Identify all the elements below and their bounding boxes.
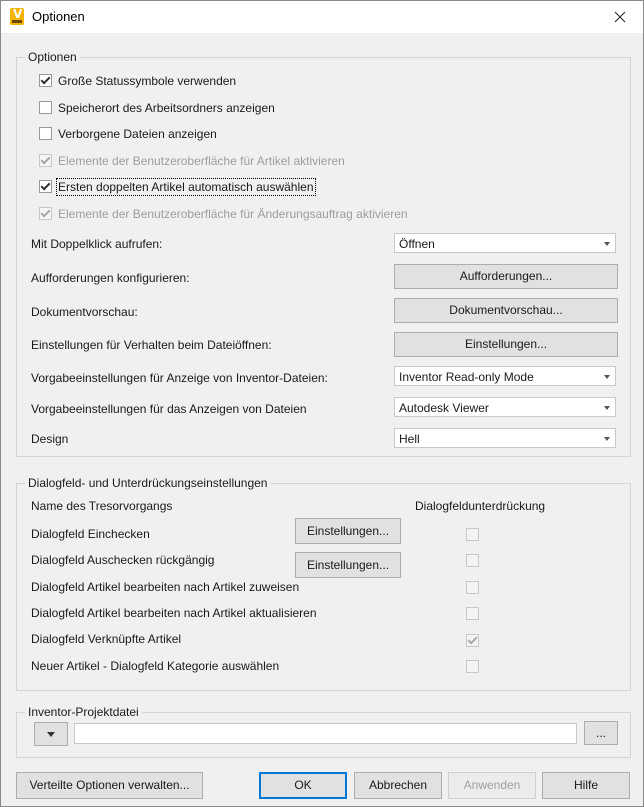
doubleclick-select[interactable] <box>394 233 616 253</box>
checkbox-box[interactable] <box>39 180 52 193</box>
update-item-suppress-checkbox <box>466 607 479 620</box>
window-title: Optionen <box>32 9 85 24</box>
cancel-button[interactable]: Abbrechen <box>354 772 442 799</box>
project-group-legend: Inventor-Projektdatei <box>25 705 142 719</box>
checkbox-label[interactable]: Große Statussymbole verwenden <box>58 74 237 88</box>
file-view-label: Vorgabeeinstellungen für das Anzeigen von Dateien <box>31 402 307 416</box>
column-header-suppression: Dialogfeldunterdrückung <box>415 499 546 513</box>
checkbox-label: Elemente der Benutzeroberfläche für Artikel aktivieren <box>58 154 345 168</box>
checkbox-box <box>39 207 52 220</box>
assign-item-suppress-checkbox <box>466 581 479 594</box>
dialog-row-undo-checkout-name: Dialogfeld Auschecken rückgängig <box>31 553 215 567</box>
checkbox-box[interactable] <box>39 74 52 87</box>
checkbox-box[interactable] <box>39 127 52 140</box>
close-button[interactable] <box>597 1 643 33</box>
new-item-category-suppress-checkbox <box>466 660 479 673</box>
manage-distributed-options-button[interactable]: Verteilte Optionen verwalten... <box>16 772 203 799</box>
checkin-suppress-checkbox <box>466 528 479 541</box>
title-bar <box>1 1 643 33</box>
apply-button: Anwenden <box>448 772 536 799</box>
design-select[interactable] <box>394 428 616 448</box>
checkbox-box[interactable] <box>39 101 52 114</box>
column-header-operation: Name des Tresorvorgangs <box>31 499 173 513</box>
file-view-select[interactable] <box>394 397 616 417</box>
doubleclick-value: Öffnen <box>399 237 435 251</box>
project-dropdown-button[interactable] <box>34 722 68 746</box>
dialog-row-checkin-name: Dialogfeld Einchecken <box>31 527 150 541</box>
vault-app-icon <box>10 8 24 25</box>
chevron-down-icon <box>604 437 610 441</box>
checkbox-label[interactable]: Verborgene Dateien anzeigen <box>58 127 217 141</box>
ok-button[interactable]: OK <box>259 772 347 799</box>
checkin-settings-button[interactable]: Einstellungen... <box>295 518 401 544</box>
design-value: Hell <box>399 432 420 446</box>
file-view-value: Autodesk Viewer <box>399 401 489 415</box>
chevron-down-icon <box>604 375 610 379</box>
prompts-label: Aufforderungen konfigurieren: <box>31 271 190 285</box>
dialog-group-legend: Dialogfeld- und Unterdrückungseinstellungen <box>25 476 270 490</box>
dialog-row-new-item-category-name: Neuer Artikel - Dialogfeld Kategorie auswählen <box>31 659 280 673</box>
inventor-view-value: Inventor Read-only Mode <box>399 370 534 384</box>
checkbox-label: Elemente der Benutzeroberfläche für Änderungsauftrag aktivieren <box>58 207 408 221</box>
browse-project-button[interactable]: ... <box>584 721 618 745</box>
inventor-view-select[interactable] <box>394 366 616 386</box>
help-button[interactable]: Hilfe <box>542 772 630 799</box>
dialog-row-linked-items-name: Dialogfeld Verknüpfte Artikel <box>31 632 182 646</box>
preview-label: Dokumentvorschau: <box>31 305 138 319</box>
chevron-down-icon <box>604 242 610 246</box>
document-preview-button[interactable]: Dokumentvorschau... <box>394 298 618 323</box>
options-group-legend: Optionen <box>25 50 80 64</box>
prompts-button[interactable]: Aufforderungen... <box>394 264 618 289</box>
fileopen-settings-button[interactable]: Einstellungen... <box>394 332 618 357</box>
design-label: Design <box>31 432 69 446</box>
checkbox-label[interactable]: Speicherort des Arbeitsordners anzeigen <box>58 101 275 115</box>
checkbox-label[interactable]: Ersten doppelten Artikel automatisch auswählen <box>58 180 314 194</box>
fileopen-label: Einstellungen für Verhalten beim Dateiöffnen: <box>31 338 272 352</box>
undo-checkout-settings-button[interactable]: Einstellungen... <box>295 552 401 578</box>
checkbox-box <box>39 154 52 167</box>
project-path-input[interactable] <box>74 723 577 744</box>
chevron-down-icon <box>604 406 610 410</box>
close-icon <box>614 11 626 23</box>
doubleclick-label: Mit Doppelklick aufrufen: <box>31 237 163 251</box>
linked-items-suppress-checkbox <box>466 634 479 647</box>
dialog-row-update-item-name: Dialogfeld Artikel bearbeiten nach Artikel aktualisieren <box>31 606 317 620</box>
undo-checkout-suppress-checkbox <box>466 554 479 567</box>
inventor-view-label: Vorgabeeinstellungen für Anzeige von Inventor-Dateien: <box>31 371 328 385</box>
dialog-row-assign-item-name: Dialogfeld Artikel bearbeiten nach Artikel zuweisen <box>31 580 300 594</box>
